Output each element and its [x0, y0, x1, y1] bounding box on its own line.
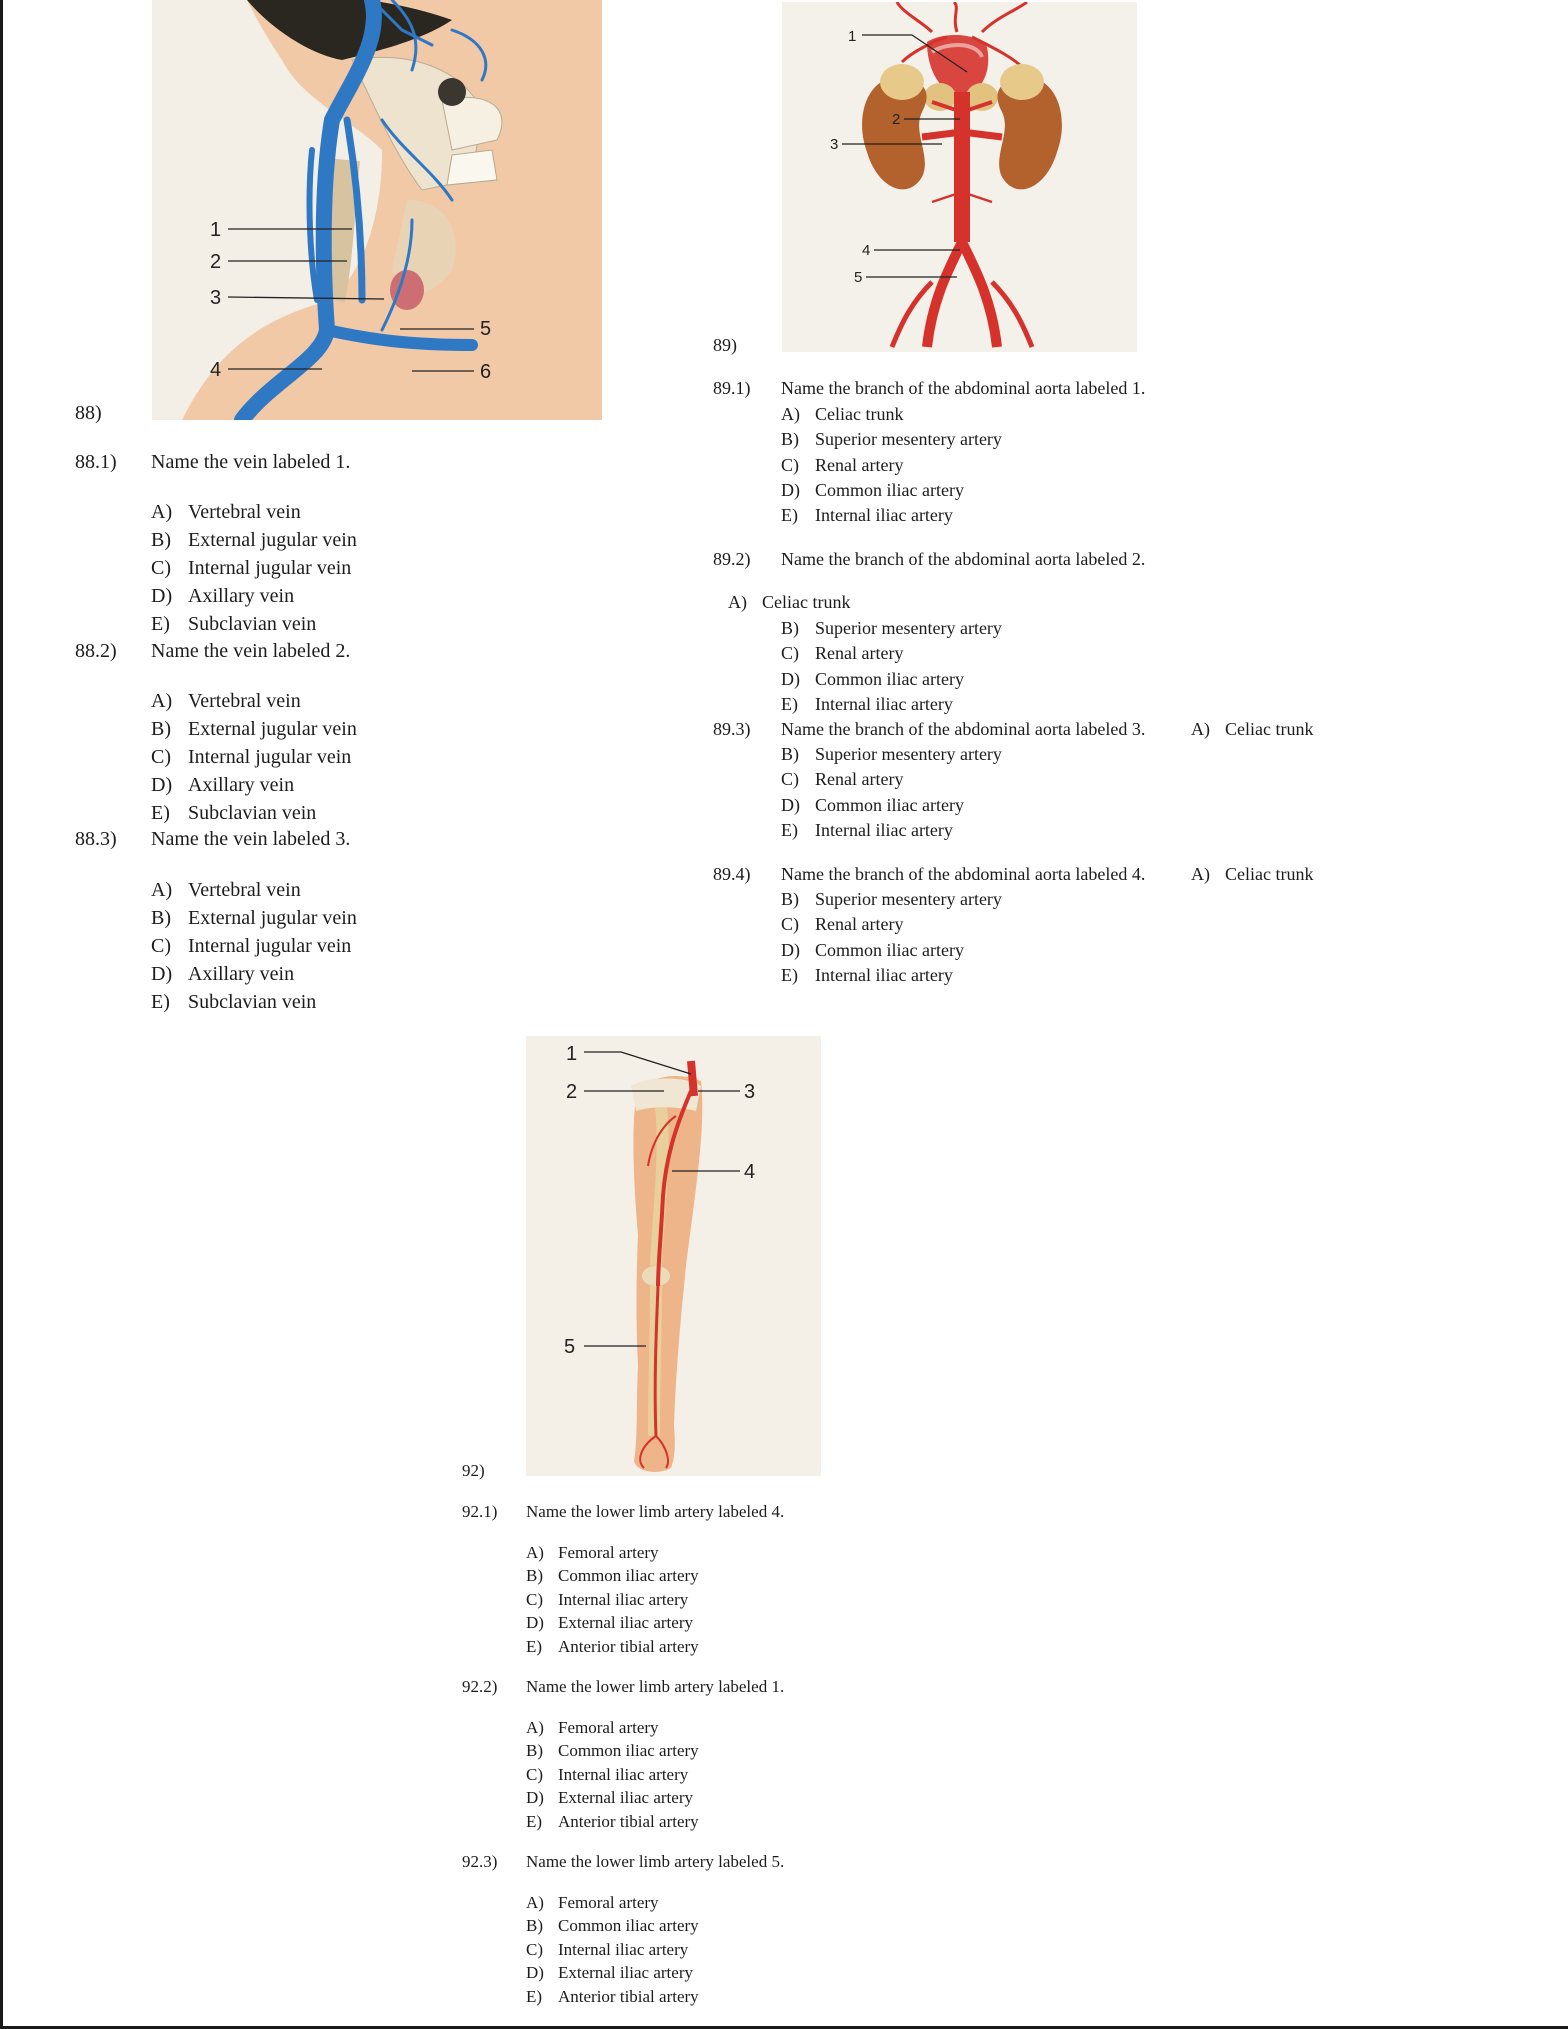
- option-c[interactable]: C) Internal jugular vein: [151, 557, 352, 579]
- q89-1-number: 89.1): [713, 378, 751, 398]
- q89-2-number: 89.2): [713, 549, 751, 569]
- option-b[interactable]: B) External jugular vein: [151, 718, 357, 740]
- q89-1-question: Name the branch of the abdominal aorta labeled 1.: [781, 378, 1146, 398]
- q92-1-question: Name the lower limb artery labeled 4.: [526, 1502, 785, 1521]
- option-d[interactable]: D) Common iliac artery: [781, 939, 964, 960]
- option-e[interactable]: E) Anterior tibial artery: [526, 1811, 699, 1831]
- option-d[interactable]: D) External iliac artery: [526, 1788, 693, 1808]
- fig88-label-2: 2: [210, 251, 222, 273]
- fig92-label-4: 4: [744, 1161, 756, 1183]
- q89-2-options: [781, 616, 1002, 717]
- option-e[interactable]: E) Internal iliac artery: [781, 819, 953, 840]
- option-b[interactable]: B) External jugular vein: [151, 907, 357, 929]
- fig88-label-3: 3: [210, 287, 222, 309]
- option-e[interactable]: E) Internal iliac artery: [781, 505, 953, 526]
- option-a[interactable]: A) Celiac trunk: [728, 592, 851, 612]
- q88-1-number: 88.1): [75, 451, 117, 473]
- q92-3-question: Name the lower limb artery labeled 5.: [526, 1852, 785, 1871]
- q88-2-number: 88.2): [75, 640, 117, 662]
- option-c[interactable]: C) Internal jugular vein: [151, 746, 352, 768]
- option-b[interactable]: B) Common iliac artery: [526, 1566, 699, 1586]
- option-d[interactable]: D) Axillary vein: [151, 585, 295, 607]
- q88-2-options: [151, 687, 357, 827]
- q92-1-number: 92.1): [462, 1502, 498, 1521]
- option-c[interactable]: C) Renal artery: [781, 914, 904, 935]
- fig88-label-4: 4: [210, 359, 222, 381]
- abdominal-aorta-figure: [782, 2, 1137, 352]
- q88-2-question: Name the vein labeled 2.: [151, 640, 351, 662]
- fig92-label-5: 5: [564, 1336, 576, 1358]
- q88-3-number: 88.3): [75, 828, 117, 850]
- fig92-label-2: 2: [566, 1081, 578, 1103]
- option-a[interactable]: A) Femoral artery: [526, 1893, 659, 1912]
- option-b[interactable]: B) Common iliac artery: [526, 1741, 699, 1761]
- option-c[interactable]: C) Renal artery: [781, 643, 904, 664]
- page-left-edge: [0, 0, 3, 2029]
- option-e[interactable]: E) Anterior tibial artery: [526, 1636, 699, 1656]
- option-a[interactable]: A) Vertebral vein: [151, 690, 301, 712]
- q88-3-options: [151, 876, 357, 1016]
- option-d[interactable]: D) Common iliac artery: [781, 479, 964, 500]
- q92-3-number: 92.3): [462, 1852, 498, 1871]
- q89-2-question: Name the branch of the abdominal aorta labeled 2.: [781, 549, 1146, 569]
- q89-4-question: Name the branch of the abdominal aorta labeled 4.: [781, 864, 1146, 884]
- option-d[interactable]: D) External iliac artery: [526, 1613, 693, 1633]
- option-a[interactable]: A) Celiac trunk: [1191, 864, 1314, 884]
- option-b[interactable]: B) Superior mesentery artery: [781, 889, 1002, 909]
- fig89-label-3: 3: [830, 136, 839, 153]
- fig92-label-3: 3: [744, 1081, 756, 1103]
- option-e[interactable]: E) Subclavian vein: [151, 991, 317, 1013]
- q92-2-options: [526, 1716, 699, 1833]
- option-d[interactable]: D) External iliac artery: [526, 1963, 693, 1983]
- option-b[interactable]: B) Common iliac artery: [526, 1916, 699, 1936]
- fig89-label-1: 1: [848, 28, 857, 45]
- q89-3-number: 89.3): [713, 719, 751, 739]
- option-a[interactable]: A) Celiac trunk: [781, 404, 904, 424]
- option-e[interactable]: E) Anterior tibial artery: [526, 1986, 699, 2006]
- head-neck-veins-figure: [152, 0, 602, 420]
- option-c[interactable]: C) Internal jugular vein: [151, 935, 352, 957]
- q89-3-options: [781, 742, 1002, 843]
- fig88-label-5: 5: [480, 318, 492, 340]
- option-a[interactable]: A) Femoral artery: [526, 1543, 659, 1562]
- option-b[interactable]: B) External jugular vein: [151, 529, 357, 551]
- q92-2-question: Name the lower limb artery labeled 1.: [526, 1677, 785, 1696]
- q89-number: 89): [713, 335, 737, 355]
- q92-number: 92): [462, 1461, 485, 1480]
- fig89-label-4: 4: [862, 242, 871, 259]
- option-c[interactable]: C) Internal iliac artery: [526, 1589, 689, 1609]
- q89-4-options: [781, 887, 1002, 988]
- q89-4-number: 89.4): [713, 864, 751, 884]
- option-e[interactable]: E) Subclavian vein: [151, 613, 317, 635]
- q92-2-number: 92.2): [462, 1677, 498, 1696]
- option-b[interactable]: B) Superior mesentery artery: [781, 744, 1002, 764]
- option-c[interactable]: C) Renal artery: [781, 769, 904, 790]
- option-d[interactable]: D) Axillary vein: [151, 963, 295, 985]
- option-d[interactable]: D) Axillary vein: [151, 774, 295, 796]
- q92-1-options: [526, 1541, 699, 1658]
- fig92-label-1: 1: [566, 1043, 578, 1065]
- q89-1-options: [781, 402, 1002, 528]
- q88-1-options: [151, 498, 357, 638]
- q88-1-question: Name the vein labeled 1.: [151, 451, 351, 473]
- option-d[interactable]: D) Common iliac artery: [781, 794, 964, 815]
- fig89-label-2: 2: [892, 111, 901, 128]
- option-e[interactable]: E) Internal iliac artery: [781, 964, 953, 985]
- option-c[interactable]: C) Renal artery: [781, 454, 904, 475]
- option-a[interactable]: A) Vertebral vein: [151, 501, 301, 523]
- q92-3-options: [526, 1891, 699, 2008]
- option-c[interactable]: C) Internal iliac artery: [526, 1764, 689, 1784]
- fig89-label-5: 5: [854, 269, 863, 286]
- option-e[interactable]: E) Internal iliac artery: [781, 693, 953, 714]
- q89-3-question: Name the branch of the abdominal aorta labeled 3.: [781, 719, 1146, 739]
- option-b[interactable]: B) Superior mesentery artery: [781, 618, 1002, 638]
- option-e[interactable]: E) Subclavian vein: [151, 802, 317, 824]
- option-d[interactable]: D) Common iliac artery: [781, 668, 964, 689]
- option-a[interactable]: A) Femoral artery: [526, 1718, 659, 1737]
- option-a[interactable]: A) Vertebral vein: [151, 879, 301, 901]
- fig88-label-6: 6: [480, 361, 492, 383]
- q88-3-question: Name the vein labeled 3.: [151, 828, 351, 850]
- lower-limb-arteries-figure: [526, 1036, 821, 1476]
- option-a[interactable]: A) Celiac trunk: [1191, 719, 1314, 739]
- q88-number: 88): [75, 402, 102, 424]
- fig88-label-1: 1: [210, 219, 222, 241]
- option-b[interactable]: B) Superior mesentery artery: [781, 429, 1002, 450]
- option-c[interactable]: C) Internal iliac artery: [526, 1939, 689, 1959]
